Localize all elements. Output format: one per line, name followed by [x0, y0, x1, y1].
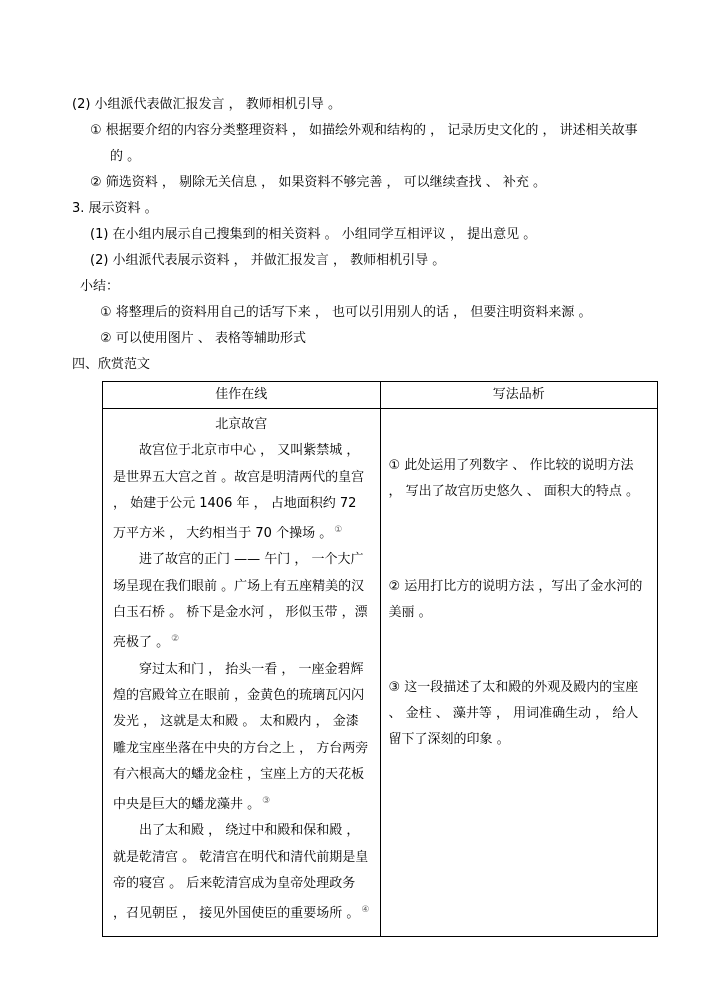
note-marker: ①	[334, 525, 343, 536]
summary-label: 小结：	[80, 279, 120, 294]
essay-paragraph-3	[113, 657, 370, 819]
text-line-step-2-report: (2) 小组派代表做汇报发言 ， 教师相机引导 。	[72, 97, 341, 112]
essay-paragraph-1	[113, 438, 370, 547]
note-marker: ②	[171, 634, 180, 645]
text-line-show-1: (1) 在小组内展示自己搜集到的相关资料 。 小组同学互相评议 ， 提出意见 。	[90, 227, 537, 242]
analysis-note-3: ③ 这一段描述了太和殿的外观及殿内的宝座 、 金柱 、 藻井等 ， 用词准确生动 ， 给人留下了深刻的印象 。	[388, 680, 639, 747]
text-line-tip-1-cont: 的 。	[110, 149, 141, 164]
text-line-summary-1: ① 将整理后的资料用自己的话写下来 ， 也可以引用别人的话 ， 但要注明资料来源 。	[100, 305, 592, 320]
column-header-essay: 佳作在线	[103, 382, 381, 409]
essay-paragraph-text: 出了太和殿 ， 绕过中和殿和保和殿 ， 就是乾清宫 。 乾清宫在明代和清代前期是皇帝的寝宫 。 后来乾清宫成为皇帝处理政务 ，召见朝臣 ， 接见外国使臣的重要场所 。	[113, 823, 369, 922]
text-line-tip-1: ① 根据要介绍的内容分类整理资料 ， 如描绘外观和结构的 ， 记录历史文化的 ， 讲述相关故事	[90, 123, 638, 138]
column-header-analysis: 写法品析	[380, 382, 658, 409]
analysis-note-2: ② 运用打比方的说明方法 ，写出了金水河的美丽 。	[388, 579, 643, 620]
note-marker: ④	[361, 905, 370, 916]
essay-paragraph-text: 穿过太和门 ， 抬头一看 ， 一座金碧辉煌的宫殿耸立在眼前 ，金黄色的琉璃瓦闪闪发光 ， 这就是太和殿 。 太和殿内 ， 金漆雕龙宝座坐落在中央的方台之上 ， 方台两旁有六根高大的蟠龙金柱 ，宝座上方的天花板中央是巨大的蟠龙藻井 。	[113, 661, 369, 813]
note-marker: ③	[262, 796, 271, 807]
essay-paragraph-4	[113, 818, 370, 927]
text-line-show-2: (2) 小组派代表展示资料 ， 并做汇报发言 ， 教师相机引导 。	[90, 253, 446, 268]
model-essay-table	[102, 381, 658, 937]
text-line-tip-2: ② 筛选资料 ， 剔除无关信息 ， 如果资料不够完善 ， 可以继续查找 、 补充 。	[90, 175, 546, 190]
section-heading-show-materials: 3. 展示资料 。	[72, 201, 158, 216]
essay-paragraph-text: 进了故宫的正门 —— 午门 ， 一个大广场呈现在我们眼前 。广场上有五座精美的汉白玉石桥 。 桥下是金水河 ， 形似玉带 ，漂亮极了 。	[113, 552, 368, 651]
essay-paragraph-2	[113, 547, 370, 656]
section-heading-model-essay: 四、欣赏范文	[72, 357, 151, 372]
analysis-note-1: ① 此处运用了列数字 、 作比较的说明方法 ， 写出了故宫历史悠久 、 面积大的特点 。	[388, 458, 640, 499]
essay-cell	[103, 409, 381, 937]
essay-paragraph-text: 故宫位于北京市中心 ， 又叫紫禁城 ， 是世界五大宫之首 。故宫是明清两代的皇宫 ， 始建于公元 1406 年 ， 占地面积约 72 万平方米 ， 大约相当于 70 个操场 。	[113, 443, 365, 542]
text-line-summary-2: ② 可以使用图片 、 表格等辅助形式	[100, 331, 307, 346]
analysis-cell	[380, 409, 658, 937]
essay-title: 北京故宫	[215, 417, 268, 432]
